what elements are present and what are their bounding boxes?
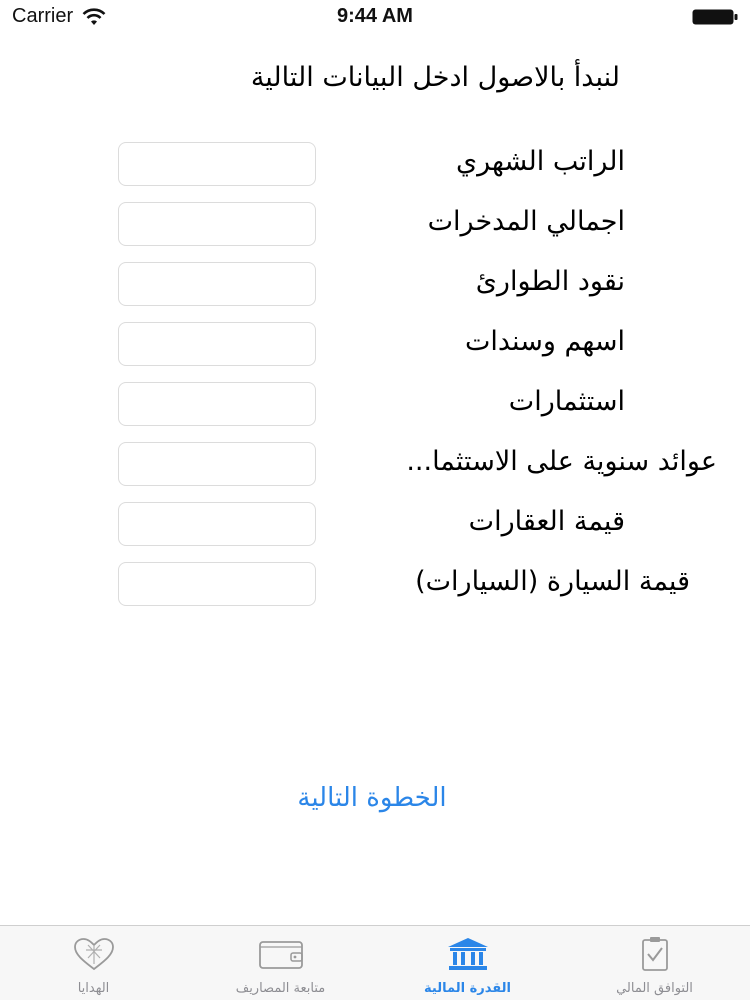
page-title: لنبدأ بالاصول ادخل البيانات التالية xyxy=(250,62,620,93)
investments-input[interactable] xyxy=(118,382,316,426)
form-row-investments xyxy=(0,382,750,428)
form-row-emergency-cash xyxy=(0,262,750,308)
tab-financial-compatibility[interactable] xyxy=(561,926,748,1000)
field-label: اسهم وسندات xyxy=(464,326,625,357)
field-label: نقود الطوارئ xyxy=(475,266,625,297)
bank-icon xyxy=(444,936,492,972)
form-row-annual-returns xyxy=(0,442,750,488)
car-value-input[interactable] xyxy=(118,562,316,606)
carrier-label: Carrier xyxy=(12,5,74,27)
status-time: 9:44 AM xyxy=(337,5,413,27)
emergency-cash-input[interactable] xyxy=(118,262,316,306)
field-label: قيمة السيارة (السيارات) xyxy=(415,566,690,597)
tab-expenses-label: متابعة المصاريف xyxy=(235,981,326,996)
tab-financial-compatibility-label: التوافق المالي xyxy=(616,981,693,996)
field-label: اجمالي المدخرات xyxy=(427,206,625,237)
form-row-total-savings xyxy=(0,202,750,248)
total-savings-input[interactable] xyxy=(118,202,316,246)
field-label: استثمارات xyxy=(508,386,625,417)
checklist-icon xyxy=(631,936,679,972)
battery-icon xyxy=(692,9,738,25)
gift-heart-icon xyxy=(70,936,118,972)
next-step-button[interactable] xyxy=(0,782,750,814)
tab-financial-ability-label: القدرة المالية xyxy=(424,981,511,996)
wallet-icon xyxy=(257,936,305,972)
tab-financial-ability[interactable] xyxy=(374,926,561,1000)
form-row-stocks-bonds xyxy=(0,322,750,368)
real-estate-value-input[interactable] xyxy=(118,502,316,546)
status-bar xyxy=(0,0,750,34)
tab-expenses[interactable] xyxy=(187,926,374,1000)
form-row-car-value xyxy=(0,562,750,608)
annual-returns-input[interactable] xyxy=(118,442,316,486)
field-label: قيمة العقارات xyxy=(468,506,625,537)
tab-bar xyxy=(0,925,750,1000)
stocks-bonds-input[interactable] xyxy=(118,322,316,366)
form-row-monthly-salary xyxy=(0,142,750,188)
field-label: عوائد سنوية على الاستثما... xyxy=(406,446,717,477)
field-label: الراتب الشهري xyxy=(455,146,625,177)
tab-gifts[interactable] xyxy=(0,926,187,1000)
tab-gifts-label: الهدايا xyxy=(77,981,110,996)
monthly-salary-input[interactable] xyxy=(118,142,316,186)
next-step-label: الخطوة التالية xyxy=(297,783,447,813)
form-row-real-estate xyxy=(0,502,750,548)
